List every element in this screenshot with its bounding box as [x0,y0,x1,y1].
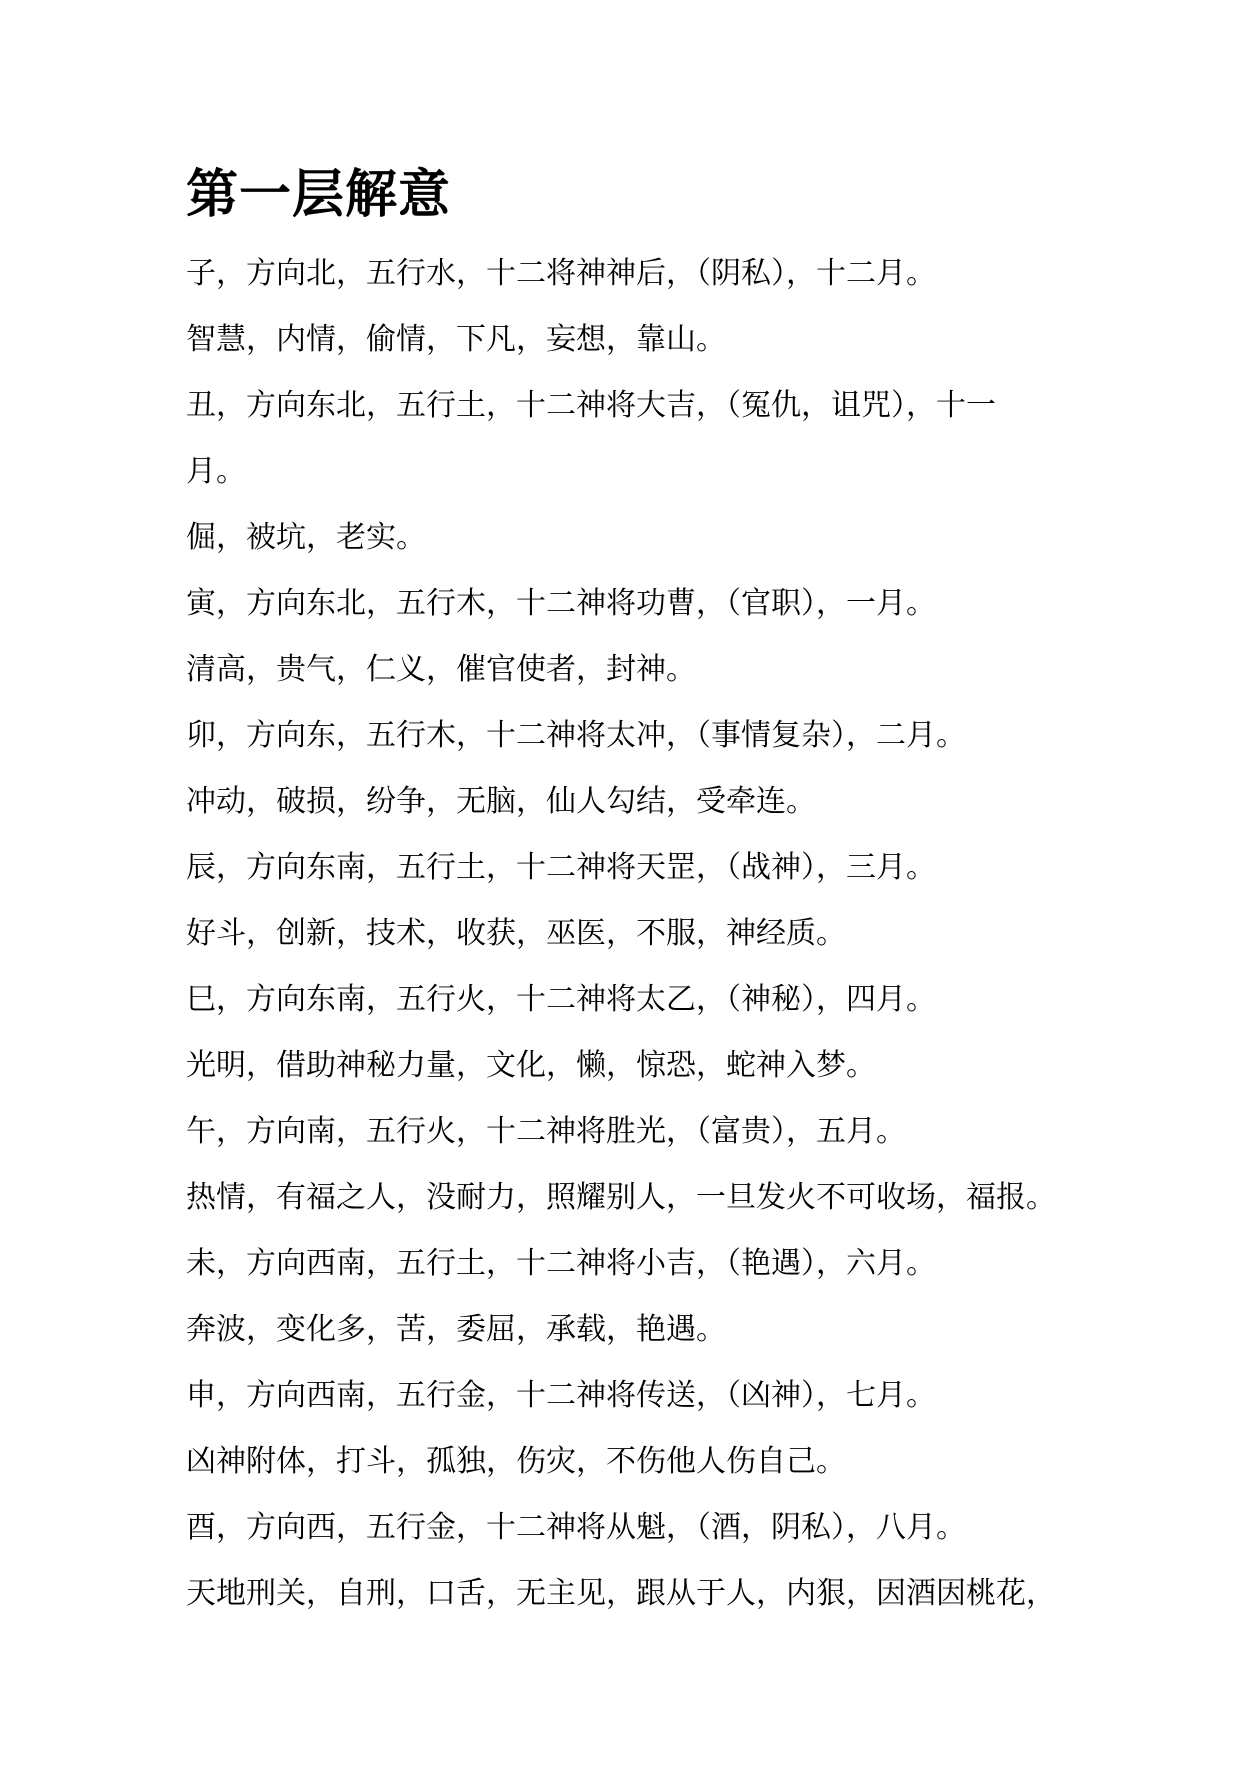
text-line: 卯，方向东，五行木，十二神将太冲，（事情复杂），二月。 [186,718,966,753]
text-line: 好斗，创新，技术，收获，巫医，不服，神经质。 [186,916,846,951]
text-line: 未，方向西南，五行土，十二神将小吉，（艳遇），六月。 [186,1246,936,1281]
text-line: 奔波，变化多，苦，委屈，承载，艳遇。 [186,1312,726,1347]
text-line: 光明，借助神秘力量，文化，懒，惊恐，蛇神入梦。 [186,1048,876,1083]
text-line: 寅，方向东北，五行木，十二神将功曹，（官职），一月。 [186,586,936,621]
text-line: 酉，方向西，五行金，十二神将从魁，（酒，阴私），八月。 [186,1510,966,1545]
text-line: 热情，有福之人，没耐力，照耀别人，一旦发火不可收场，福报。 [186,1180,1056,1215]
text-line: 午，方向南，五行火，十二神将胜光，（富贵），五月。 [186,1114,906,1149]
text-line: 申，方向西南，五行金，十二神将传送，（凶神），七月。 [186,1378,936,1413]
text-line: 智慧，内情，偷情，下凡，妄想，靠山。 [186,322,726,357]
text-line: 子，方向北，五行水，十二将神神后，（阴私），十二月。 [186,256,936,291]
text-line: 巳，方向东南，五行火，十二神将太乙，（神秘），四月。 [186,982,936,1017]
text-line: 辰，方向东南，五行土，十二神将天罡，（战神），三月。 [186,850,936,885]
text-line: 倔，被坑，老实。 [186,520,426,555]
text-line: 冲动，破损，纷争，无脑，仙人勾结，受牵连。 [186,784,816,819]
text-line: 天地刑关，自刑，口舌，无主见，跟从于人，内狠，因酒因桃花， [186,1576,1056,1611]
page-title: 第一层解意 [186,165,452,225]
text-line: 凶神附体，打斗，孤独，伤灾，不伤他人伤自己。 [186,1444,846,1479]
text-line: 丑，方向东北，五行土，十二神将大吉，（冤仇，诅咒），十一 [186,388,996,423]
text-line: 清高，贵气，仁义，催官使者，封神。 [186,652,696,687]
text-line: 月。 [186,454,246,489]
